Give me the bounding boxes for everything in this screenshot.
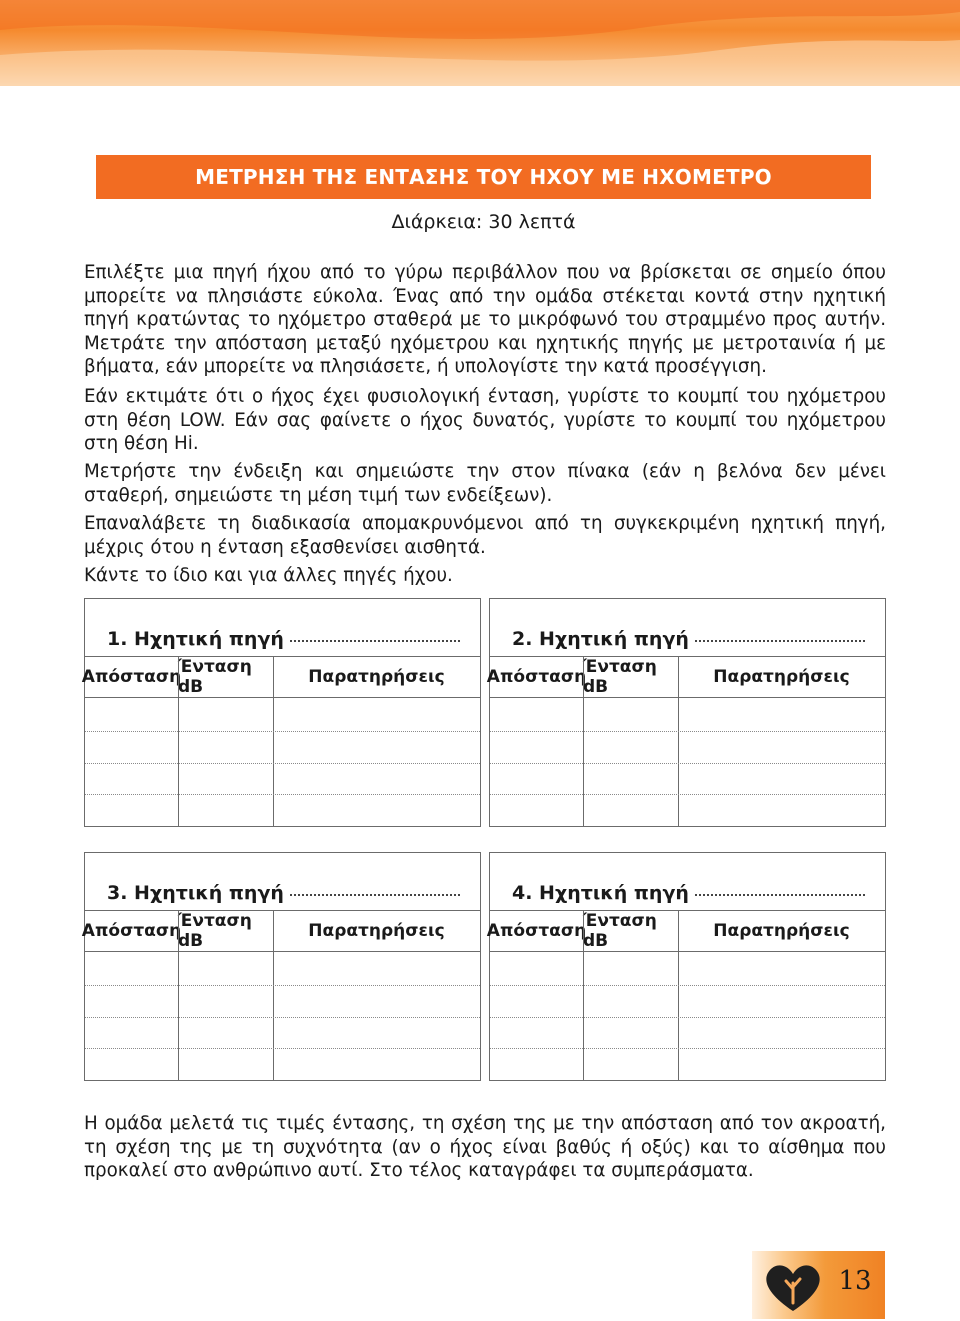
table-title: [85, 599, 480, 656]
table-title: [490, 853, 885, 910]
table-title-label: 3. Ηχητική πηγή: [107, 882, 284, 904]
fill-in-dotted-line[interactable]: [695, 890, 865, 896]
column-header-intensity: Ένταση dB: [583, 656, 657, 697]
column-header-observations: Παρατηρήσεις: [713, 666, 850, 687]
column-divider: [583, 910, 584, 1080]
table-header-row: [486, 656, 885, 698]
page-number: 13: [838, 1266, 872, 1296]
table-row[interactable]: [490, 731, 885, 732]
table-row[interactable]: [85, 763, 480, 764]
instruction-paragraph-2: Εάν εκτιμάτε ότι ο ήχος έχει φυσιολογική ένταση, γυρίστε το κουμπί του ηχόμετρου στη θέση LOW. Εάν σας φαίνετε ο ήχος δυνατός, γυρίστε το κουμπί του ηχόμετρου στη θέση Hi.: [84, 386, 886, 454]
column-header-distance: Απόσταση: [81, 666, 182, 687]
column-divider: [273, 910, 274, 1080]
sound-source-table-2: [486, 598, 886, 827]
column-header-observations: Παρατηρήσεις: [308, 666, 445, 687]
fill-in-dotted-line[interactable]: [695, 636, 865, 642]
sound-source-table-1: [81, 598, 481, 827]
column-divider: [273, 656, 274, 826]
table-title: [85, 853, 480, 910]
column-header-observations: Παρατηρήσεις: [713, 920, 850, 941]
table-row[interactable]: [490, 794, 885, 795]
instruction-paragraph-4: Επαναλάβετε τη διαδικασία απομακρυνόμενοι από τη συγκεκριμένη ηχητική πηγή, μέχρις ότου η ένταση εξασθενίσει αισθητά.: [84, 513, 886, 558]
table-title-label: 4. Ηχητική πηγή: [512, 882, 689, 904]
table-row[interactable]: [85, 1048, 480, 1049]
column-divider: [678, 656, 679, 826]
column-header-intensity: Ένταση dB: [583, 910, 657, 951]
table-row[interactable]: [85, 985, 480, 986]
top-decorative-band: [0, 0, 960, 86]
page-title: ΜΕΤΡΗΣΗ ΤΗΣ ΕΝΤΑΣΗΣ ΤΟΥ ΗΧΟΥ ΜΕ ΗΧΟΜΕΤΡΟ: [96, 155, 871, 199]
table-title-label: 2. Ηχητική πηγή: [512, 628, 689, 650]
table-row[interactable]: [490, 985, 885, 986]
table-row[interactable]: [490, 1048, 885, 1049]
column-header-distance: Απόσταση: [486, 920, 587, 941]
instruction-paragraph-1: Επιλέξτε μια πηγή ήχου από το γύρω περιβάλλον που να βρίσκεται σε σημείο όπου μπορείτε να πλησιάστε εύκολα. Ένας από την ομάδα στέκεται κοντά στην ηχητική πηγή κρατώντας το ηχόμετρο σταθερά με το μικρόφωνό του στραμμένο προς αυτήν. Μετράτε την απόσταση μεταξύ ηχόμετρου και ηχητικής πηγής με μετροταινία ή με βήματα, εάν μπορείτε να πλησιάσετε, ή υπολογίστε την κατά προσέγγιση.: [84, 262, 886, 377]
column-divider: [178, 656, 179, 826]
column-divider: [583, 656, 584, 826]
sound-source-table-4: [486, 852, 886, 1081]
column-divider: [178, 910, 179, 1080]
instruction-paragraph-3: Μετρήστε την ένδειξη και σημειώστε την στον πίνακα (εάν η βελόνα δεν μένει σταθερή, σημειώστε τη μέση τιμή των ενδείξεων).: [84, 461, 886, 506]
table-title: [490, 599, 885, 656]
instruction-paragraph-5: Κάντε το ίδιο και για άλλες πηγές ήχου.: [84, 565, 453, 586]
table-row[interactable]: [85, 731, 480, 732]
table-title-label: 1. Ηχητική πηγή: [107, 628, 284, 650]
band-swoosh-graphic: [0, 0, 960, 86]
table-row[interactable]: [85, 1017, 480, 1018]
column-header-observations: Παρατηρήσεις: [308, 920, 445, 941]
column-header-distance: Απόσταση: [486, 666, 587, 687]
duration-label: Διάρκεια: 30 λεπτά: [391, 211, 576, 233]
fill-in-dotted-line[interactable]: [290, 890, 460, 896]
column-header-distance: Απόσταση: [81, 920, 182, 941]
table-row[interactable]: [85, 794, 480, 795]
heart-tree-logo-icon: [758, 1257, 828, 1317]
sound-source-table-3: [81, 852, 481, 1081]
column-header-intensity: Ένταση dB: [178, 910, 252, 951]
table-row[interactable]: [490, 1017, 885, 1018]
table-header-row: [81, 656, 480, 698]
conclusion-paragraph: Η ομάδα μελετά τις τιμές έντασης, τη σχέση της με την απόσταση από τον ακροατή, τη σχέση της με τη συχνότητα (αν ο ήχος είναι βαθύς ή οξύς) και το αίσθημα που προκαλεί στο ανθρώπινο αυτί. Στο τέλος καταγράφει τα συμπεράσματα.: [84, 1113, 886, 1181]
fill-in-dotted-line[interactable]: [290, 636, 460, 642]
table-header-row: [81, 910, 480, 952]
table-row[interactable]: [490, 763, 885, 764]
column-header-intensity: Ένταση dB: [178, 656, 252, 697]
table-header-row: [486, 910, 885, 952]
column-divider: [678, 910, 679, 1080]
